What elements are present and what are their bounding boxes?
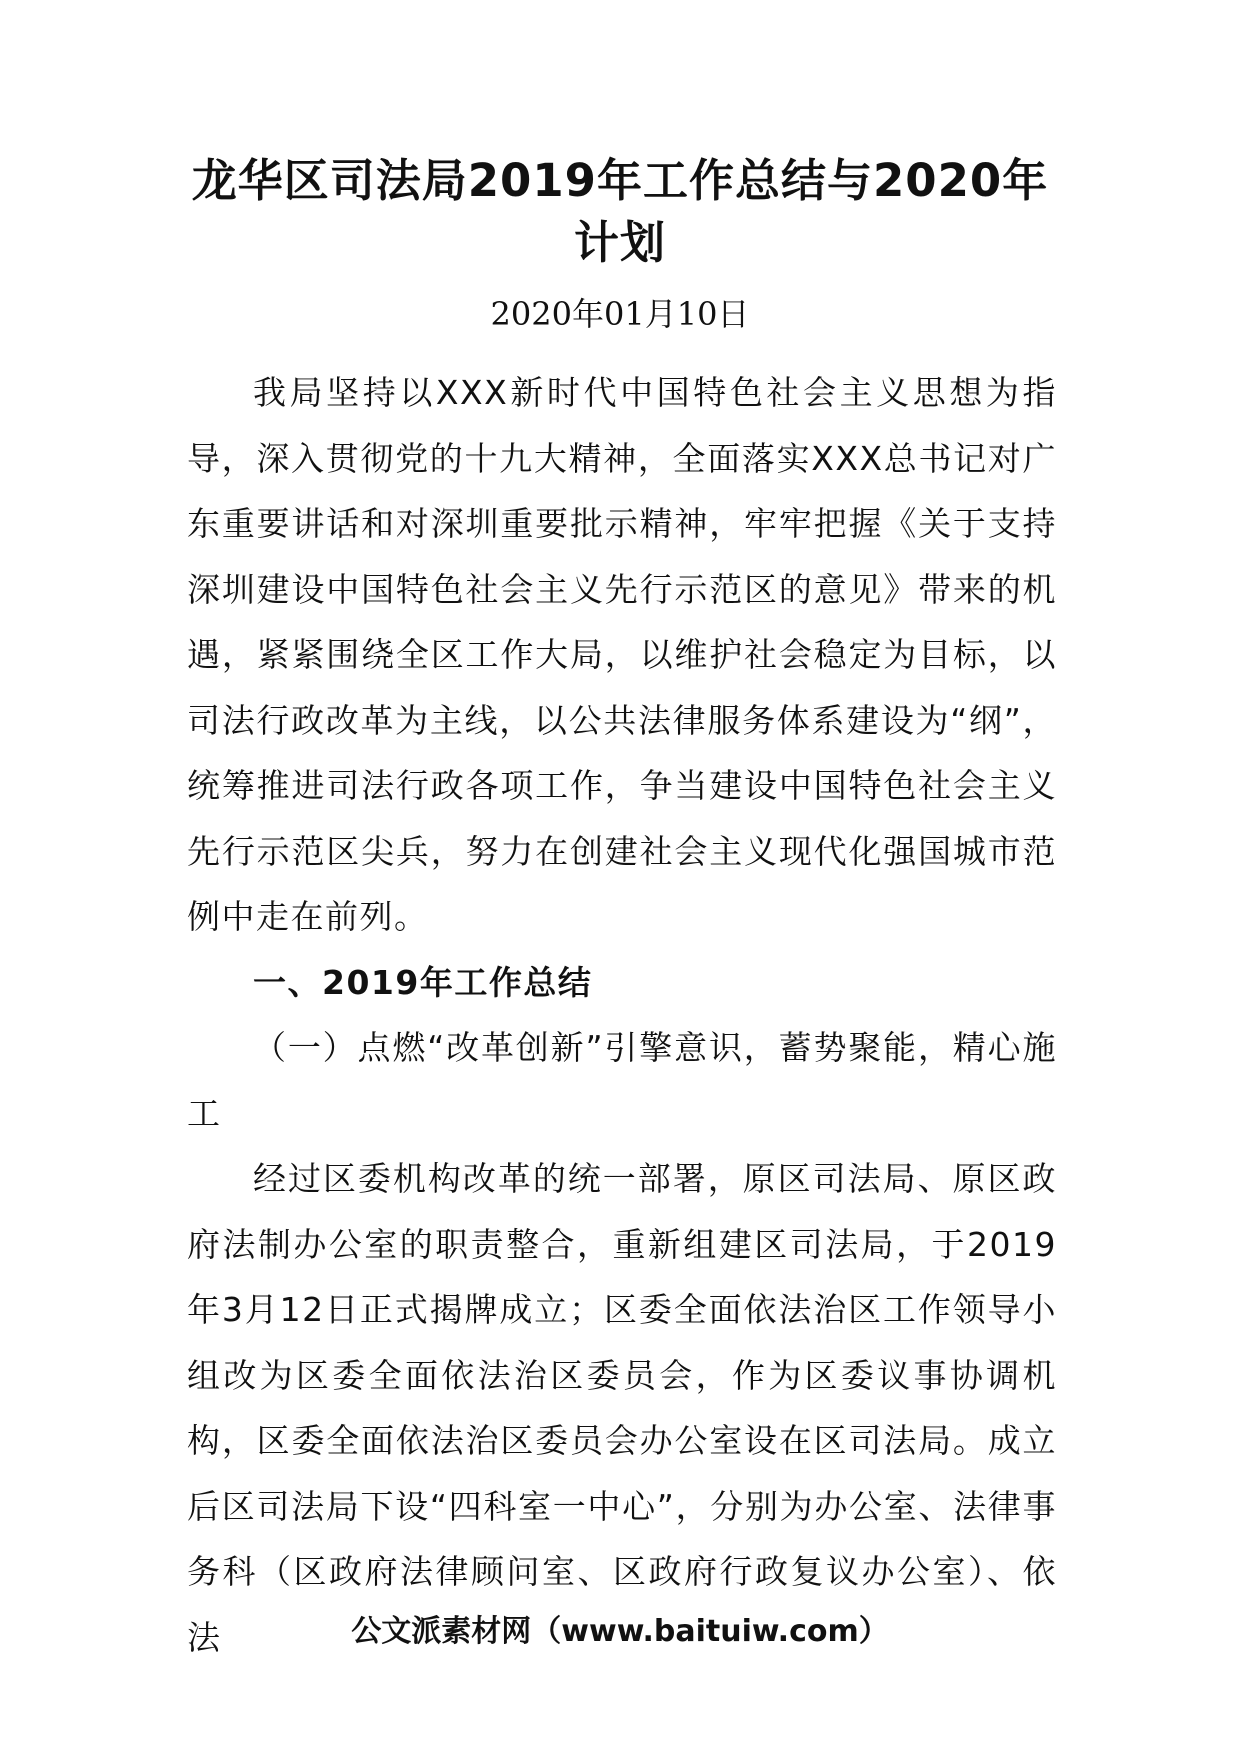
document-body: [187, 360, 1057, 1670]
subsection-heading: （一）点燃“改革创新”引擎意识，蓄势聚能，精心施工: [187, 1028, 1057, 1133]
footer-watermark: 公文派素材网（www.baituiw.com）: [351, 1614, 889, 1649]
document-title: 龙华区司法局2019年工作总结与2020年计划: [191, 154, 1049, 269]
section-heading: 一、2019年工作总结: [253, 962, 593, 1002]
document-date: 2020年01月10日: [490, 295, 750, 333]
body-paragraph: 经过区委机构改革的统一部署，原区司法局、原区政府法制办公室的职责整合，重新组建区司法局，于2019年3月12日正式揭牌成立；区委全面依法治区工作领导小组改为区委全面依法治区委员会，作为区委议事协调机构，区委全面依法治区委员会办公室设在区司法局。成立后区司法局下设“四科室一中心”，分别为办公室、法律事务科（区政府法律顾问室、区政府行政复议办公室）、依法: [187, 1159, 1057, 1657]
intro-paragraph: 我局坚持以XXX新时代中国特色社会主义思想为指导，深入贯彻党的十九大精神，全面落实XXX总书记对广东重要讲话和对深圳重要批示精神，牢牢把握《关于支持深圳建设中国特色社会主义先行示范区的意见》带来的机遇，紧紧围绕全区工作大局，以维护社会稳定为目标，以司法行政改革为主线，以公共法律服务体系建设为“纲”，统筹推进司法行政各项工作，争当建设中国特色社会主义先行示范区尖兵，努力在创建社会主义现代化强国城市范例中走在前列。: [187, 373, 1057, 936]
